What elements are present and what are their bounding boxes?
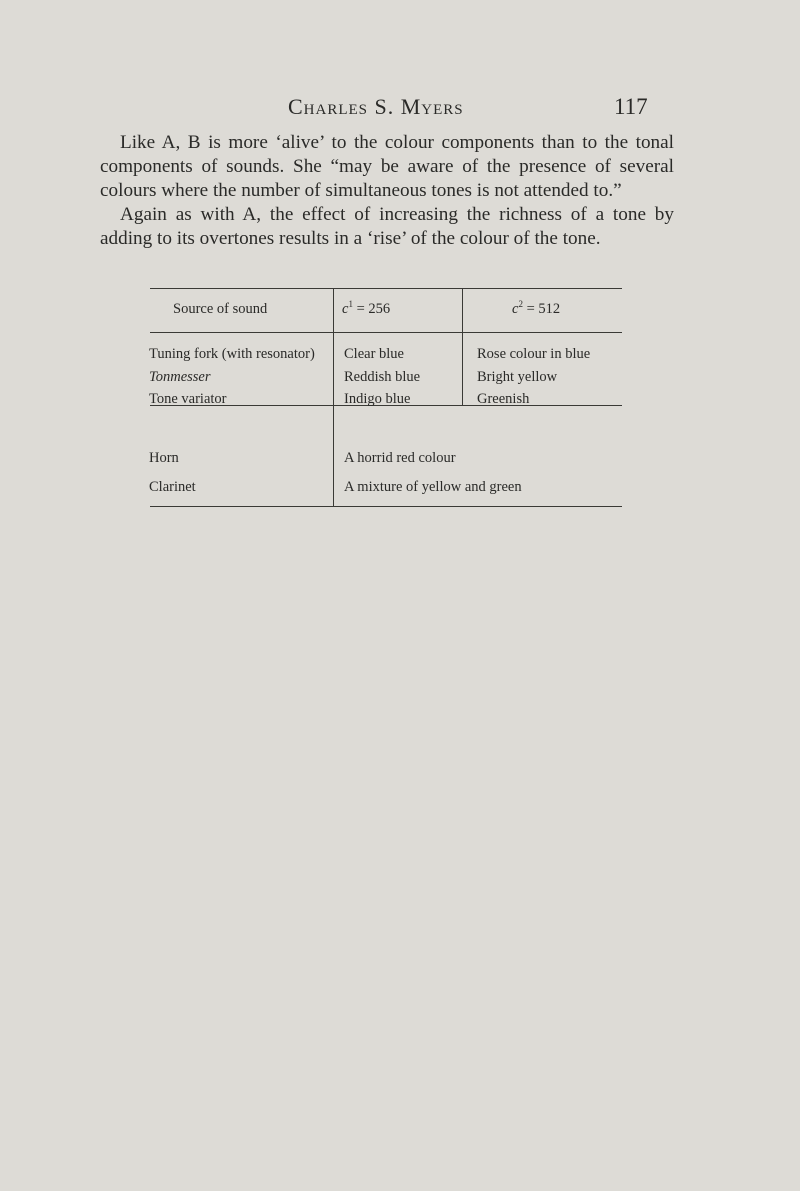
paragraph-2: Again as with A, the effect of increasing the richness of a tone by adding to its overtones results in a ‘rise’ of the colour of the tone. — [100, 204, 674, 249]
paragraph-1: Like A, B is more ‘alive’ to the colour components than to the tonal components of sounds. She “may be aware of the presence of several colours where the number of simultaneous tones is not attended to.” — [100, 132, 674, 201]
row-1-source: Tuning fork (with resonator) — [149, 346, 315, 362]
row-1-c1: Clear blue — [344, 346, 404, 362]
body-text — [100, 131, 674, 251]
header-source: Source of sound — [173, 301, 268, 317]
running-head-author: Charles S. Myers — [288, 94, 464, 119]
running-header — [0, 94, 800, 124]
table-top-rule — [150, 288, 622, 289]
table-col-rule-1 — [333, 288, 334, 507]
colour-table — [150, 288, 622, 508]
table-bottom-rule — [150, 506, 622, 507]
header-c2: $c^2 = 512$ — [512, 299, 561, 317]
page-number: 117 — [614, 94, 648, 119]
row-1-c2: Rose colour in blue — [477, 346, 591, 362]
table-header-rule — [150, 332, 622, 333]
row-4-source: Horn — [149, 450, 179, 466]
table-col-rule-2 — [462, 288, 463, 405]
row-3-c1: Indigo blue — [344, 391, 411, 407]
row-3-source: Tone variator — [149, 391, 227, 407]
header-c1: $c^1 = 256$ — [342, 299, 391, 317]
row-2-c1: Reddish blue — [344, 369, 421, 385]
row-2-c2: Bright yellow — [477, 369, 558, 385]
row-5-colour: A mixture of yellow and green — [344, 479, 522, 495]
row-2-source: Tonmesser — [149, 369, 211, 385]
row-4-colour: A horrid red colour — [344, 450, 456, 466]
row-3-c2: Greenish — [477, 391, 530, 407]
row-5-source: Clarinet — [149, 479, 196, 495]
